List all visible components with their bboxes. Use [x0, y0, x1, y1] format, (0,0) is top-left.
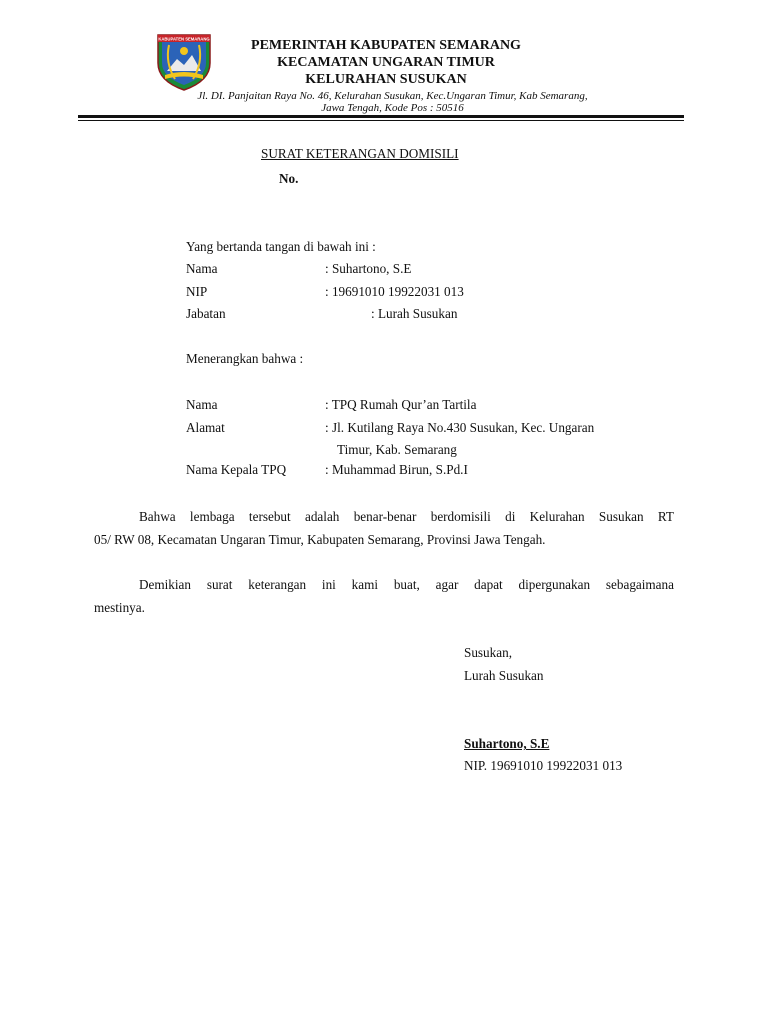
signer-nip-label: NIP [186, 284, 208, 299]
signer-name-value: : Suhartono, S.E [325, 261, 412, 276]
states-label: Menerangkan bahwa : [186, 351, 304, 366]
letterhead-line2: KECAMATAN UNGARAN TIMUR [277, 55, 495, 70]
letterhead-address2: Jawa Tengah, Kode Pos : 50516 [321, 102, 464, 114]
intro-text: Yang bertanda tangan di bawah ini : [186, 239, 376, 254]
signature-place: Susukan, [464, 645, 512, 660]
signer-position-label: Jabatan [186, 306, 226, 321]
letterhead-line1: PEMERINTAH KABUPATEN SEMARANG [251, 38, 521, 53]
letter-title: SURAT KETERANGAN DOMISILI [261, 146, 459, 161]
paragraph2-line2: mestinya. [94, 600, 145, 615]
subject-head-label: Nama Kepala TPQ [186, 462, 287, 477]
subject-name-value: : TPQ Rumah Qur’an Tartila [325, 397, 477, 412]
subject-address-label: Alamat [186, 420, 225, 435]
letter-number: No. [279, 171, 299, 186]
signature-nip: NIP. 19691010 19922031 013 [464, 758, 623, 773]
letterhead-line3: KELURAHAN SUSUKAN [305, 72, 467, 87]
signer-position-value: : Lurah Susukan [371, 306, 458, 321]
signature-name: Suhartono, S.E [464, 736, 550, 751]
paragraph2-line1: Demikian surat keterangan ini kami buat, agar dapat dipergunakan sebagaimana [139, 577, 674, 592]
signer-nip-value: : 19691010 19922031 013 [325, 284, 464, 299]
letterhead-divider-thin [78, 120, 684, 121]
letterhead-address1: Jl. DI. Panjaitan Raya No. 46, Kelurahan Susukan, Kec.Ungaran Timur, Kab Semarang, [197, 90, 588, 102]
signature-position: Lurah Susukan [464, 668, 544, 683]
logo-text: KABUPATEN SEMARANG [158, 36, 210, 42]
paragraph1-line1: Bahwa lembaga tersebut adalah benar-benar berdomisili di Kelurahan Susukan RT [139, 509, 674, 524]
subject-address-value-cont: Timur, Kab. Semarang [337, 442, 457, 457]
letterhead-divider-thick [78, 115, 684, 118]
signer-name-label: Nama [186, 261, 218, 276]
subject-address-value: : Jl. Kutilang Raya No.430 Susukan, Kec. Ungaran [325, 420, 595, 435]
paragraph1-line2: 05/ RW 08, Kecamatan Ungaran Timur, Kabupaten Semarang, Provinsi Jawa Tengah. [94, 532, 546, 547]
subject-name-label: Nama [186, 397, 218, 412]
subject-head-value: : Muhammad Birun, S.Pd.I [325, 462, 468, 477]
